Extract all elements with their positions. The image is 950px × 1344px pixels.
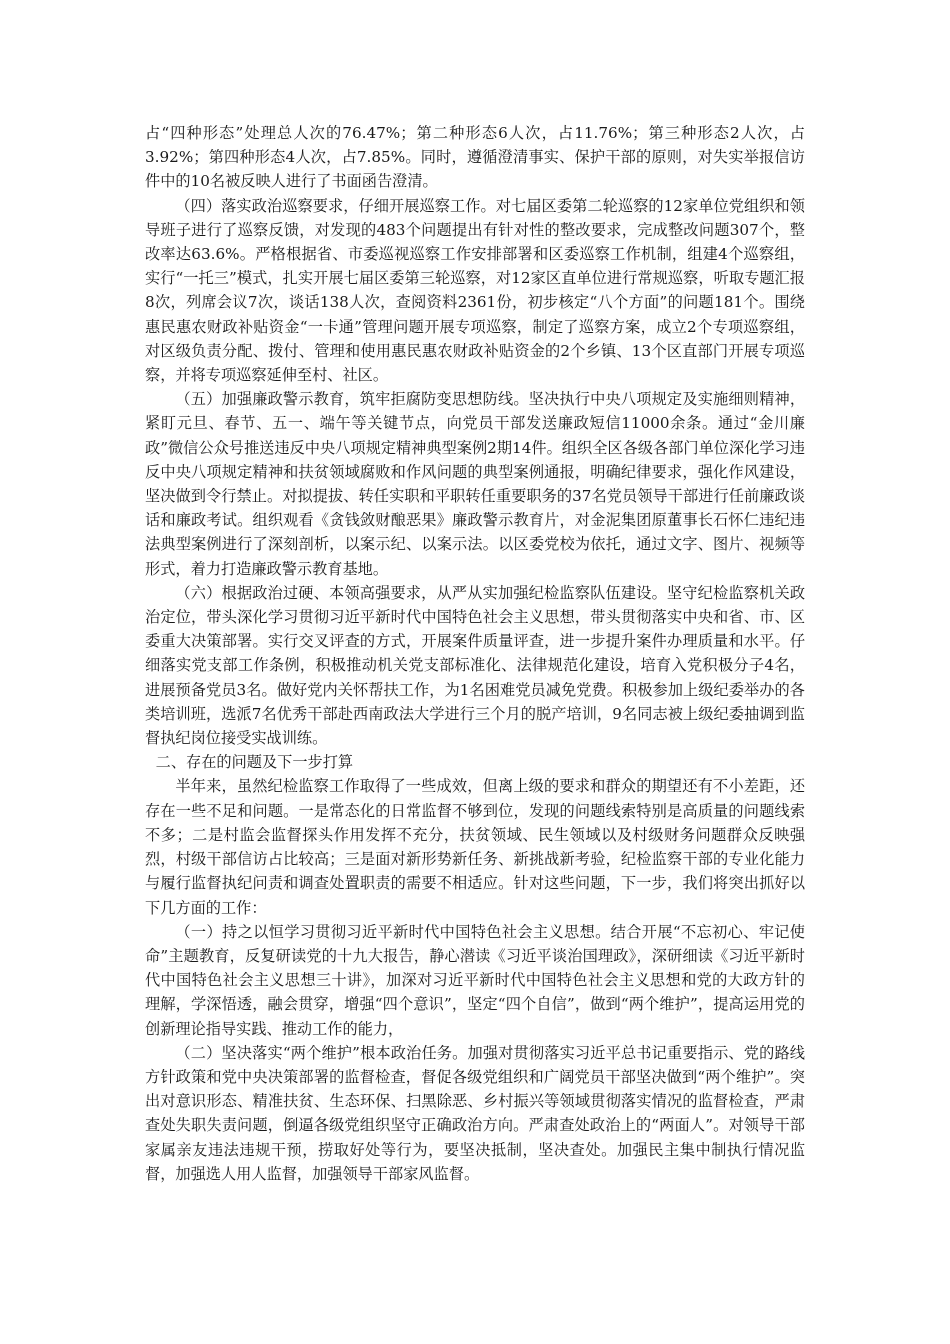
paragraph-plan-two: （二）坚决落实“两个维护”根本政治任务。加强对贯彻落实习近平总书记重要指示、党的路线方针政策和党中央决策部署的监督检查，督促各级党组织和广阔党员干部坚决做到“两个维护”。突出对意识形态、精准扶贫、生态环保、扫黑除恶、乡村振兴等领域贯彻落实情况的监督检查，严肃查处失职失责问题，倒逼各级党组织坚守正确政治方向。严肃查处政治上的“两面人”。对领导干部家属亲友违法违规干预，捞取好处等行为，要坚决抵制，坚决查处。加强民主集中制执行情况监督，加强选人用人监督，加强领导干部家风监督。 bbox=[145, 1043, 805, 1183]
paragraph-inspection: （四）落实政治巡察要求，仔细开展巡察工作。对七届区委第二轮巡察的12家单位党组织和领导班子进行了巡察反馈，对发现的483个问题提出有针对性的整改要求，完成整改问题307个，整改率达63.6%。严格根据省、市委巡视巡察工作安排部署和区委巡察工作机制，组建4个巡察组，实行“一托三”模式，扎实开展七届区委第三轮巡察，对12家区直单位进行常规巡察，听取专题汇报8次，列席会议7次，谈话138人次，查阅资料2361份，初步核定“八个方面”的问题181个。围绕惠民惠农财政补贴资金“一卡通”管理问题开展专项巡察，制定了巡察方案，成立2个专项巡察组，对区级负责分配、拨付、管理和使用惠民惠农财政补贴资金的2个乡镇、13个区直部门开展专项巡察，并将专项巡察延伸至村、社区。 bbox=[145, 196, 805, 385]
section-heading: 二、存在的问题及下一步打算 bbox=[155, 753, 354, 772]
paragraph-continuation: 占“四种形态”处理总人次的76.47%；第二种形态6人次，占11.76%；第三种形态2人次，占3.92%；第四种形态4人次，占7.85%。同时，遵循澄清事实、保护干部的原则，对失实举报信访件中的10名被反映人进行了书面函告澄清。 bbox=[145, 124, 805, 191]
document-page bbox=[145, 121, 805, 1186]
paragraph-team-building: （六）根据政治过硬、本领高强要求，从严从实加强纪检监察队伍建设。坚守纪检监察机关政治定位，带头深化学习贯彻习近平新时代中国特色社会主义思想，带头贯彻落实中央和省、市、区委重大决策部署。实行交叉评查的方式，开展案件质量评查，进一步提升案件办理质量和水平。仔细落实党支部工作条例，积极推动机关党支部标准化、法律规范化建设，培育入党积极分子4名，进展预备党员3名。做好党内关怀帮扶工作，为1名困难党员减免党费。积极参加上级纪委举办的各类培训班，选派7名优秀干部赴西南政法大学进行三个月的脱产培训，9名同志被上级纪委抽调到监督执纪岗位接受实战训练。 bbox=[145, 583, 805, 748]
paragraph-problems: 半年来，虽然纪检监察工作取得了一些成效，但离上级的要求和群众的期望还有不小差距，还存在一些不足和问题。一是常态化的日常监督不够到位，发现的问题线索特别是高质量的问题线索不多；二是村监会监督探头作用发挥不充分，扶贫领域、民生领域以及村级财务问题群众反映强烈，村级干部信访占比较高；三是面对新形势新任务、新挑战新考验，纪检监察干部的专业化能力与履行监督执纪问责和调查处置职责的需要不相适应。针对这些问题，下一步，我们将突出抓好以下几方面的工作： bbox=[145, 777, 805, 917]
paragraph-plan-one: （一）持之以恒学习贯彻习近平新时代中国特色社会主义思想。结合开展“不忘初心、牢记使命”主题教育，反复研读党的十九大报告，静心潜读《习近平谈治国理政》，深研细读《习近平新时代中国特色社会主义思想三十讲》，加深对习近平新时代中国特色社会主义思想和党的大政方针的理解，学深悟透，融会贯穿，增强“四个意识”，坚定“四个自信”，做到“两个维护”，提高运用党的创新理论指导实践、推动工作的能力， bbox=[145, 922, 805, 1038]
paragraph-warning-education: （五）加强廉政警示教育，筑牢拒腐防变思想防线。坚决执行中央八项规定及实施细则精神，紧盯元旦、春节、五一、端午等关键节点，向党员干部发送廉政短信11000余条。通过“金川廉政”微信公众号推送违反中央八项规定精神典型案例2期14件。组织全区各级各部门单位深化学习违反中央八项规定精神和扶贫领域腐败和作风问题的典型案例通报，明确纪律要求，强化作风建设，坚决做到令行禁止。对拟提拔、转任实职和平职转任重要职务的37名党员领导干部进行任前廉政谈话和廉政考试。组织观看《贪钱敛财酿恶果》廉政警示教育片，对金泥集团原董事长石怀仁违纪违法典型案例进行了深刻剖析，以案示纪、以案示法。以区委党校为依托，通过文字、图片、视频等形式，着力打造廉政警示教育基地。 bbox=[145, 390, 805, 578]
